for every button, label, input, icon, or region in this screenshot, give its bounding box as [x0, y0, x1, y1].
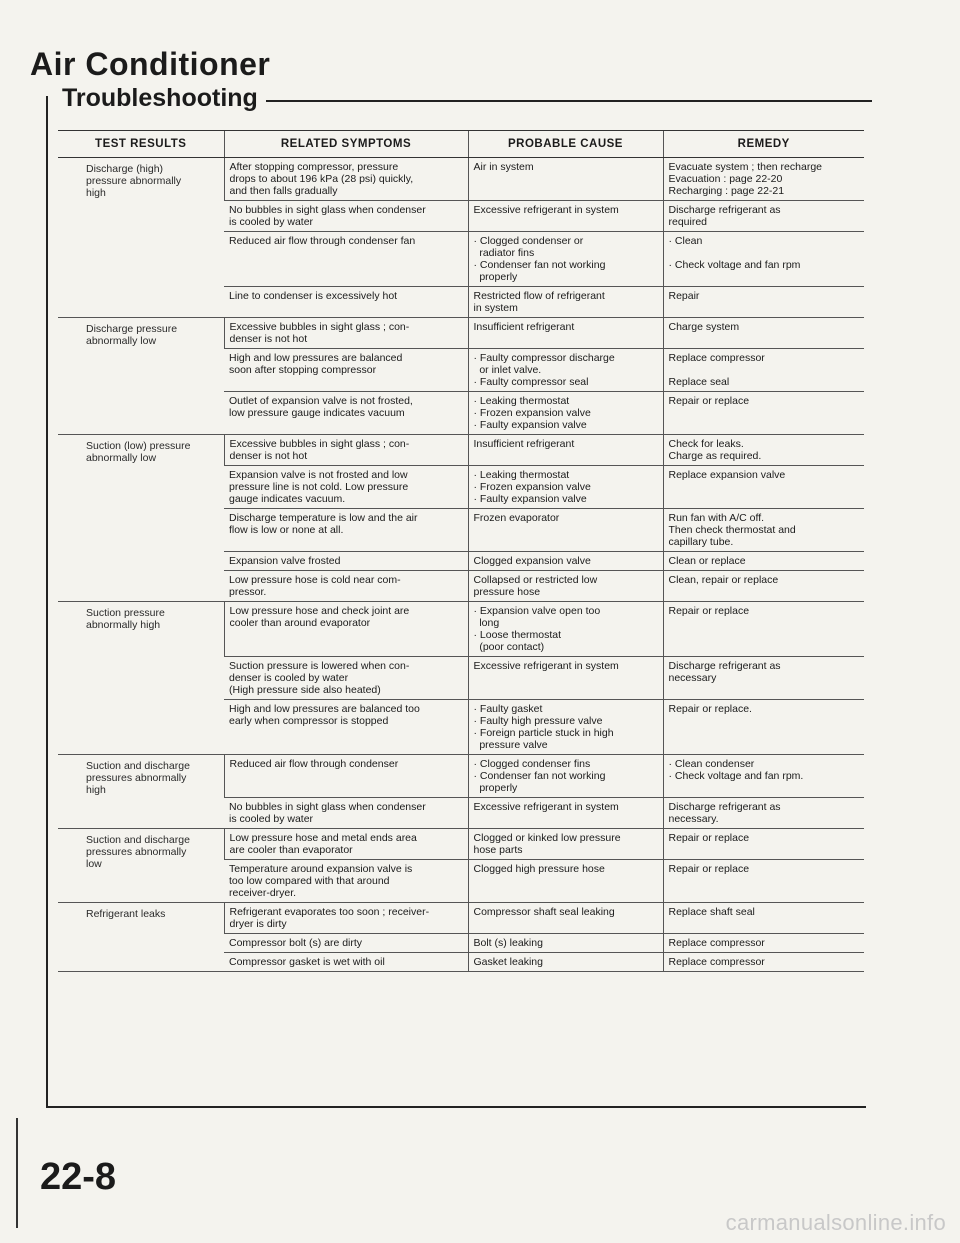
- cause-cell: [468, 201, 663, 232]
- remedy-cell: [663, 829, 864, 860]
- remedy-cell: [663, 798, 864, 829]
- remedy-text: Replace compressor: [668, 956, 765, 968]
- remedy-cell: [663, 466, 864, 509]
- remedy-text: · Clean · Check voltage and fan rpm: [668, 235, 801, 271]
- cause-cell: [468, 829, 663, 860]
- symptom-cell: [224, 700, 468, 755]
- table-row: [58, 158, 864, 201]
- column-header-remedy: REMEDY: [663, 131, 864, 158]
- remedy-cell: [663, 602, 864, 657]
- test-result-cell: [58, 829, 224, 903]
- remedy-cell: [663, 509, 864, 552]
- remedy-cell: [663, 934, 864, 953]
- cause-cell: [468, 435, 663, 466]
- cause-cell: [468, 349, 663, 392]
- cause-cell: [468, 700, 663, 755]
- cause-text: · Clogged condenser fins · Condenser fan not working properly: [473, 758, 606, 794]
- cause-cell: [468, 860, 663, 903]
- remedy-text: Charge system: [668, 321, 740, 333]
- symptom-cell: [224, 953, 468, 972]
- remedy-cell: [663, 392, 864, 435]
- section-header: [56, 84, 872, 113]
- remedy-cell: [663, 700, 864, 755]
- symptom-text: High and low pressures are balanced soon after stopping compressor: [229, 352, 403, 376]
- remedy-text: · Clean condenser · Check voltage and fan rpm.: [668, 758, 804, 782]
- test-result-cell: [58, 755, 224, 829]
- test-result-text: Suction and discharge pressures abnormally high: [86, 760, 190, 796]
- cause-cell: [468, 571, 663, 602]
- remedy-cell: [663, 657, 864, 700]
- section-rule: [266, 100, 872, 102]
- cause-text: Gasket leaking: [473, 956, 543, 968]
- cause-cell: [468, 755, 663, 798]
- symptom-cell: [224, 287, 468, 318]
- symptom-text: Outlet of expansion valve is not frosted, low pressure gauge indicates vacuum: [229, 395, 413, 419]
- symptom-cell: [224, 657, 468, 700]
- symptom-text: Low pressure hose and check joint are cooler than around evaporator: [229, 605, 410, 629]
- cause-cell: [468, 657, 663, 700]
- test-result-cell: [58, 602, 224, 755]
- symptom-cell: [224, 435, 468, 466]
- cause-text: · Faulty compressor discharge or inlet valve. · Faulty compressor seal: [473, 352, 615, 388]
- test-result-cell: [58, 158, 224, 318]
- remedy-cell: [663, 201, 864, 232]
- column-header-related-symptoms: RELATED SYMPTOMS: [224, 131, 468, 158]
- table-row: [58, 829, 864, 860]
- column-header-probable-cause: PROBABLE CAUSE: [468, 131, 663, 158]
- remedy-text: Repair: [668, 290, 700, 302]
- remedy-text: Discharge refrigerant as necessary: [668, 660, 781, 684]
- symptom-cell: [224, 829, 468, 860]
- test-result-text: Refrigerant leaks: [86, 908, 166, 920]
- remedy-text: Check for leaks. Charge as required.: [668, 438, 762, 462]
- symptom-cell: [224, 552, 468, 571]
- remedy-text: Discharge refrigerant as necessary.: [668, 801, 781, 825]
- test-result-text: Suction and discharge pressures abnormally low: [86, 834, 190, 870]
- remedy-cell: [663, 571, 864, 602]
- remedy-text: Clean or replace: [668, 555, 746, 567]
- remedy-cell: [663, 860, 864, 903]
- symptom-cell: [224, 158, 468, 201]
- symptom-text: No bubbles in sight glass when condenser is cooled by water: [229, 801, 426, 825]
- symptom-text: Low pressure hose is cold near com- pressor.: [229, 574, 401, 598]
- symptom-text: Low pressure hose and metal ends area are cooler than evaporator: [229, 832, 417, 856]
- remedy-text: Repair or replace: [668, 395, 750, 407]
- table-row: [58, 318, 864, 349]
- symptom-text: Discharge temperature is low and the air flow is low or none at all.: [229, 512, 418, 536]
- symptom-text: Reduced air flow through condenser fan: [229, 235, 416, 247]
- remedy-text: Evacuate system ; then recharge Evacuation : page 22-20 Recharging : page 22-21: [668, 161, 822, 197]
- table-body: [58, 158, 864, 972]
- remedy-cell: [663, 158, 864, 201]
- cause-cell: [468, 158, 663, 201]
- test-result-text: Discharge pressure abnormally low: [86, 323, 178, 347]
- symptom-text: Line to condenser is excessively hot: [229, 290, 398, 302]
- cause-cell: [468, 953, 663, 972]
- symptom-cell: [224, 232, 468, 287]
- remedy-text: Replace expansion valve: [668, 469, 786, 481]
- symptom-cell: [224, 755, 468, 798]
- remedy-text: Run fan with A/C off. Then check thermostat and capillary tube.: [668, 512, 796, 548]
- symptom-text: Excessive bubbles in sight glass ; con- denser is not hot: [229, 438, 410, 462]
- cause-text: Collapsed or restricted low pressure hose: [473, 574, 598, 598]
- cause-text: Clogged high pressure hose: [473, 863, 605, 875]
- remedy-text: Replace shaft seal: [668, 906, 755, 918]
- cause-text: · Leaking thermostat · Frozen expansion valve · Faulty expansion valve: [473, 469, 591, 505]
- remedy-cell: [663, 349, 864, 392]
- cause-text: Restricted flow of refrigerant in system: [473, 290, 605, 314]
- symptom-cell: [224, 466, 468, 509]
- symptom-cell: [224, 201, 468, 232]
- page-title: Air Conditioner: [30, 46, 271, 82]
- cause-text: Insufficient refrigerant: [473, 321, 575, 333]
- symptom-cell: [224, 798, 468, 829]
- symptom-text: Expansion valve is not frosted and low pressure line is not cold. Low pressure gauge indicates vacuum.: [229, 469, 409, 505]
- column-header-test-results: TEST RESULTS: [58, 131, 224, 158]
- remedy-cell: [663, 287, 864, 318]
- symptom-text: Temperature around expansion valve is too low compared with that around receiver-dryer.: [229, 863, 413, 899]
- test-result-text: Suction pressure abnormally high: [86, 607, 165, 631]
- cause-text: · Clogged condenser or radiator fins · Condenser fan not working properly: [473, 235, 606, 283]
- symptom-text: Reduced air flow through condenser: [229, 758, 399, 770]
- symptom-cell: [224, 349, 468, 392]
- cause-cell: [468, 602, 663, 657]
- cause-text: · Leaking thermostat · Frozen expansion valve · Faulty expansion valve: [473, 395, 591, 431]
- symptom-text: Refrigerant evaporates too soon ; receiver- dryer is dirty: [229, 906, 430, 930]
- test-result-cell: [58, 435, 224, 602]
- cause-cell: [468, 466, 663, 509]
- cause-cell: [468, 798, 663, 829]
- table-row: [58, 903, 864, 934]
- page-number: 22-8: [40, 1156, 117, 1198]
- symptom-text: Expansion valve frosted: [229, 555, 341, 567]
- cause-text: Bolt (s) leaking: [473, 937, 543, 949]
- margin-rule: [16, 1118, 18, 1228]
- cause-text: · Expansion valve open too long · Loose thermostat (poor contact): [473, 605, 601, 653]
- cause-text: Insufficient refrigerant: [473, 438, 575, 450]
- cause-text: Excessive refrigerant in system: [473, 660, 619, 672]
- remedy-text: Replace compressor Replace seal: [668, 352, 765, 388]
- table-row: [58, 435, 864, 466]
- remedy-text: Discharge refrigerant as required: [668, 204, 781, 228]
- remedy-cell: [663, 903, 864, 934]
- remedy-cell: [663, 232, 864, 287]
- cause-cell: [468, 392, 663, 435]
- remedy-cell: [663, 435, 864, 466]
- cause-cell: [468, 934, 663, 953]
- test-result-text: Discharge (high) pressure abnormally high: [86, 163, 182, 199]
- cause-text: Frozen evaporator: [473, 512, 560, 524]
- symptom-cell: [224, 571, 468, 602]
- remedy-text: Clean, repair or replace: [668, 574, 779, 586]
- remedy-text: Repair or replace: [668, 832, 750, 844]
- remedy-text: Repair or replace: [668, 605, 750, 617]
- troubleshooting-table: [58, 130, 864, 972]
- table-row: [58, 602, 864, 657]
- cause-cell: [468, 552, 663, 571]
- cause-cell: [468, 318, 663, 349]
- cause-cell: [468, 287, 663, 318]
- test-result-cell: [58, 903, 224, 972]
- symptom-text: Suction pressure is lowered when con- denser is cooled by water (High pressure side also heated): [229, 660, 410, 696]
- cause-text: Clogged expansion valve: [473, 555, 591, 567]
- remedy-text: Replace compressor: [668, 937, 765, 949]
- symptom-cell: [224, 602, 468, 657]
- cause-text: Compressor shaft seal leaking: [473, 906, 615, 918]
- watermark: carmanualsonline.info: [725, 1210, 946, 1235]
- remedy-cell: [663, 953, 864, 972]
- table-header-row: [58, 131, 864, 158]
- symptom-cell: [224, 318, 468, 349]
- cause-text: · Faulty gasket · Faulty high pressure valve · Foreign particle stuck in high pressure valve: [473, 703, 614, 751]
- symptom-cell: [224, 860, 468, 903]
- cause-cell: [468, 232, 663, 287]
- test-result-cell: [58, 318, 224, 435]
- cause-text: Clogged or kinked low pressure hose parts: [473, 832, 621, 856]
- cause-text: Excessive refrigerant in system: [473, 204, 619, 216]
- remedy-cell: [663, 552, 864, 571]
- remedy-text: Repair or replace.: [668, 703, 752, 715]
- cause-text: Air in system: [473, 161, 534, 173]
- symptom-cell: [224, 903, 468, 934]
- symptom-text: Excessive bubbles in sight glass ; con- denser is not hot: [229, 321, 410, 345]
- remedy-cell: [663, 318, 864, 349]
- symptom-text: Compressor gasket is wet with oil: [229, 956, 385, 968]
- remedy-text: Repair or replace: [668, 863, 750, 875]
- symptom-cell: [224, 934, 468, 953]
- cause-cell: [468, 509, 663, 552]
- test-result-text: Suction (low) pressure abnormally low: [86, 440, 191, 464]
- cause-text: Excessive refrigerant in system: [473, 801, 619, 813]
- symptom-text: Compressor bolt (s) are dirty: [229, 937, 363, 949]
- cause-cell: [468, 903, 663, 934]
- table-row: [58, 755, 864, 798]
- symptom-cell: [224, 392, 468, 435]
- section-title: Troubleshooting: [56, 84, 266, 113]
- symptom-text: High and low pressures are balanced too early when compressor is stopped: [229, 703, 420, 727]
- symptom-text: After stopping compressor, pressure drops to about 196 kPa (28 psi) quickly, and then falls gradually: [229, 161, 414, 197]
- symptom-cell: [224, 509, 468, 552]
- remedy-cell: [663, 755, 864, 798]
- symptom-text: No bubbles in sight glass when condenser is cooled by water: [229, 204, 426, 228]
